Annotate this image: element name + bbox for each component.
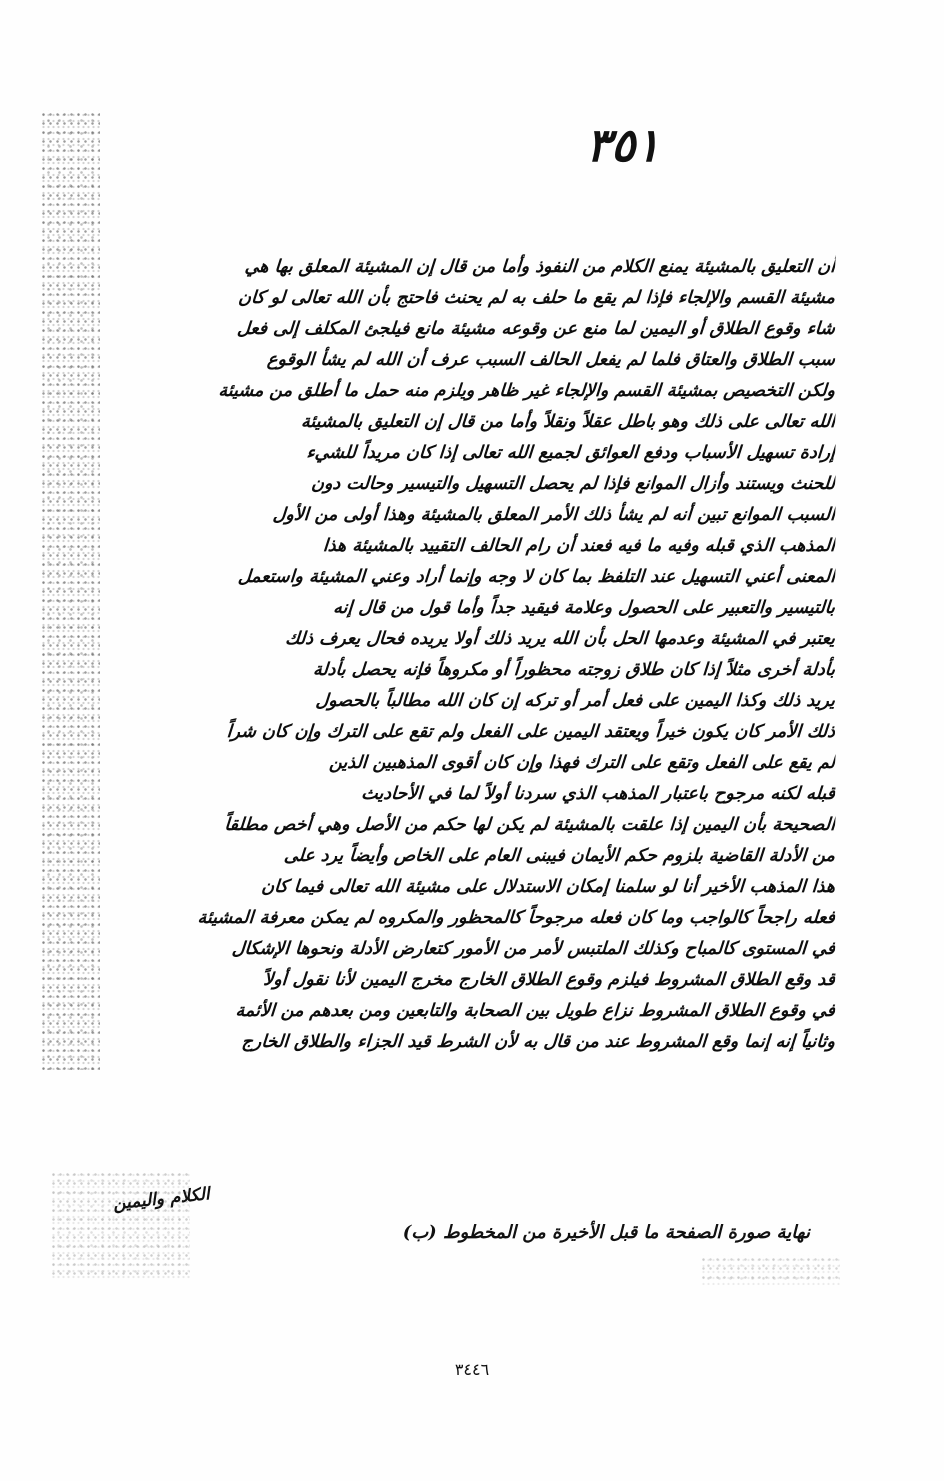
manuscript-line: وثانياً إنه إنما وقع المشروط عند من قال به لأن الشرط قيد الجزاء والطلاق الخارج (240, 1032, 836, 1052)
manuscript-line: مشيئة القسم والإلجاء فإذا لم يقع ما حلف به لم يحنث فاحتج بأن الله تعالى لو كان (237, 288, 836, 308)
manuscript-line: في وقوع الطلاق المشروط نزاع طويل بين الصحابة والتابعين ومن بعدهم من الأئمة (234, 1001, 836, 1021)
manuscript-line: بالتيسير والتعبير على الحصول وعلامة فيقيد جداً وأما قول من قال إنه (332, 598, 836, 618)
manuscript-line: ولكن التخصيص بمشيئة القسم والإلجاء غير ظاهر ويلزم منه حمل ما أطلق من مشيئة (217, 381, 836, 401)
page-number: ٣٤٤٦ (454, 1360, 490, 1379)
manuscript-line: هذا المذهب الأخير أنا لو سلمنا إمكان الاستدلال على مشيئة الله تعالى فيما كان (260, 877, 836, 897)
manuscript-line: شاء وقوع الطلاق أو اليمين لما منع عن وقوعه مشيئة مانع فيلجئ المكلف إلى فعل (236, 319, 836, 339)
manuscript-line: السبب الموانع تبين أنه لم يشأ ذلك الأمر المعلق بالمشيئة وهذا أولى من الأول (272, 505, 836, 525)
manuscript-line: المعنى أعني التسهيل عند التلفظ بما كان لا وجه وإنما أراد وعني المشيئة واستعمل (237, 567, 836, 587)
manuscript-line: للحنث ويستند وأزال الموانع فإذا لم يحصل التسهيل والتيسير وحالت دون (310, 474, 836, 494)
manuscript-line: بأدلة أخرى مثلاً إذا كان طلاق زوجته محظوراً أو مكروهاً فإنه يحصل بأدلة (312, 660, 836, 680)
manuscript-line: الله تعالى على ذلك وهو باطل عقلاً ونقلاً وأما من قال إن التعليق بالمشيئة (300, 412, 836, 432)
scan-noise-bottom-right (700, 1255, 840, 1285)
manuscript-text (100, 252, 835, 1058)
manuscript-line: ذلك الأمر كان يكون خيراً ويعتقد اليمين على الفعل ولم تقع على الترك وإن كان شراً (226, 722, 836, 742)
manuscript-line: سبب الطلاق والعتاق فلما لم يفعل الحالف السبب عرف أن الله لم يشأ الوقوع (266, 350, 836, 370)
left-marginal-note: الكلام واليمين (112, 1184, 211, 1215)
folio-number: ٣٥١ (585, 118, 660, 172)
manuscript-line: لم يقع على الفعل وتقع على الترك فهذا وإن كان أقوى المذهبين الذين (328, 753, 836, 773)
scan-noise-bottom-left (50, 1170, 190, 1280)
editor-caption: نهاية صورة الصفحة ما قبل الأخيرة من المخطوط (ب) (402, 1222, 810, 1243)
manuscript-line: من الأدلة القاضية بلزوم حكم الأيمان فيبنى العام على الخاص وأيضاً يرد على (283, 846, 836, 866)
manuscript-line: أن التعليق بالمشيئة يمنع الكلام من النفوذ وأما من قال إن المشيئة المعلق بها هي (244, 257, 836, 277)
manuscript-line: يريد ذلك وكذا اليمين على فعل أمر أو تركه إن كان الله مطالباً بالحصول (314, 691, 836, 711)
manuscript-line: الصحيحة بأن اليمين إذا علقت بالمشيئة لم يكن لها حكم من الأصل وهي أخص مطلقاً (223, 815, 836, 835)
manuscript-line: يعتبر في المشيئة وعدمها الحل بأن الله يريد ذلك أولا يريده فحال يعرف ذلك (284, 629, 836, 649)
manuscript-line: قد وقع الطلاق المشروط فيلزم وقوع الطلاق الخارج مخرج اليمين لأنا نقول أولاً (262, 970, 836, 990)
manuscript-line: المذهب الذي قبله وفيه ما فيه فعند أن رام الحالف التقييد بالمشيئة هذا (322, 536, 836, 556)
manuscript-line: إرادة تسهيل الأسباب ودفع العوائق لجميع الله تعالى إذا كان مريداً للشيء (305, 443, 836, 463)
manuscript-line: فعله راجحاً كالواجب وما كان فعله مرجوحاً كالمحظور والمكروه لم يمكن معرفة المشيئة (196, 908, 836, 928)
manuscript-line: قبله لكنه مرجوح باعتبار المذهب الذي سردنا أولاً لما في الأحاديث (360, 784, 836, 804)
manuscript-line: في المستوى كالمباح وكذلك الملتبس لأمر من الأمور كتعارض الأدلة ونحوها الإشكال (231, 939, 836, 959)
